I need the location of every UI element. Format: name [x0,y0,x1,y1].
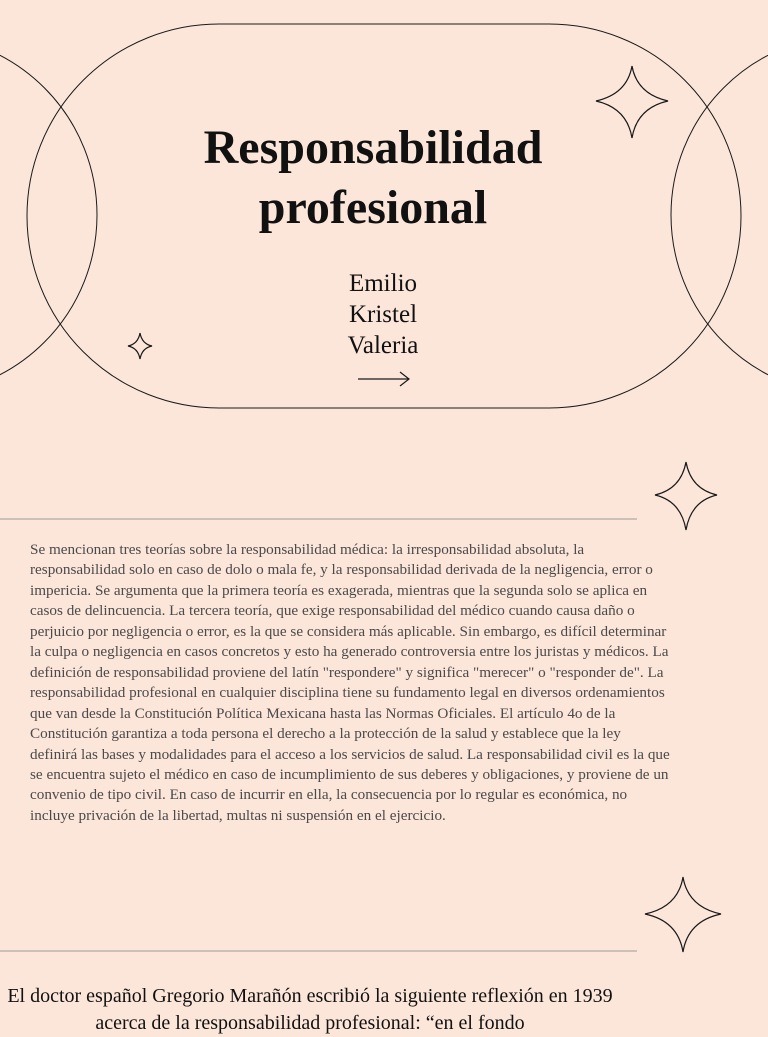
arrow-right-icon [358,372,409,386]
author-list [330,268,436,361]
four-point-star-icon [645,877,721,952]
four-point-star-icon [655,462,717,530]
page-title [0,118,746,238]
small-star-icon [128,333,152,359]
author-name: Kristel [348,301,418,328]
title-line-1: Responsabilidad [203,121,543,174]
summary-paragraph: Se mencionan tres teorías sobre la responsabilidad médica: la irresponsabilidad absoluta, la responsabilidad solo en caso de dolo o mala fe, y la responsabilidad derivada de la negligencia, error o impericia. Se argumenta que la primera teoría es exagerada, mientras que la segunda solo se aplica en casos de delincuencia. La tercera teoría, que exige responsabilidad del médico cuando causa daño o perjuicio por negligencia o error, es la que se considera más aplicable. Sin embargo, es difícil determinar la culpa o negligencia en casos concretos y esto ha generado controversia entre los juristas y médicos. La definición de responsabilidad proviene del latín "respondere" y significa "merecer" o "responder de". La responsabilidad profesional en cualquier disciplina tiene su fundamento legal en diversos ordenamientos que van desde la Constitución Política Mexicana hasta las Normas Oficiales. El artículo 4o de la Constitución garantiza a toda persona el derecho a la protección de la salud y establece que la ley definirá las bases y modalidades para el acceso a los servicios de salud. La responsabilidad civil es la que se encuentra sujeto el médico en caso de incumplimiento de sus deberes y obligaciones, y proviene de un convenio de tipo civil. En caso de incurrir en ella, la consecuencia por lo regular es económica, no incluye privación de la libertad, multas ni suspensión en el ejercicio. [30,541,670,824]
author-name: Valeria [347,332,419,359]
quote-intro-text: El doctor español Gregorio Marañón escribió la siguiente reflexión en 1939 acerca de la responsabilidad profesional: “en el fondo [7,985,613,1034]
title-line-2: profesional [258,181,488,234]
author-name: Emilio [348,270,418,297]
